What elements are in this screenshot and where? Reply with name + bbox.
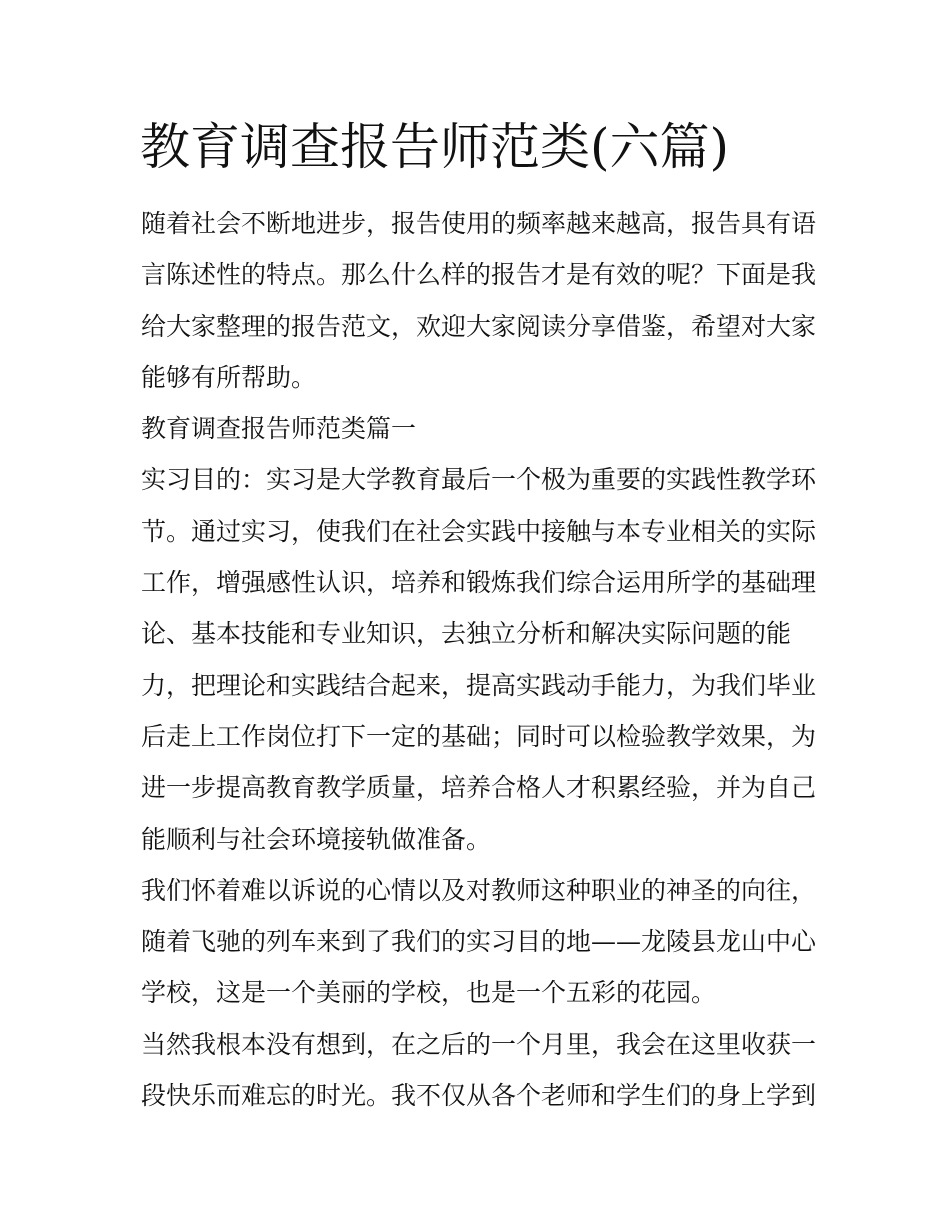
text-line: 工作，增强感性认识，培养和锻炼我们综合运用所学的基础理 (141, 568, 817, 598)
text-line: 学校，这是一个美丽的学校，也是一个五彩的花园。 (141, 978, 717, 1008)
text-line: 言陈述性的特点。那么什么样的报告才是有效的呢？下面是我 (141, 260, 817, 290)
text-line: 段快乐而难忘的时光。我不仅从各个老师和学生们的身上学到 (141, 1081, 817, 1111)
section-heading: 教育调查报告师范类篇一 (141, 414, 417, 444)
text-line: 随着飞驰的列车来到了我们的实习目的地——龙陵县龙山中心 (141, 927, 817, 957)
text-line: 当然我根本没有想到，在之后的一个月里，我会在这里收获一 (141, 1029, 817, 1059)
text-line: 后走上工作岗位打下一定的基础；同时可以检验教学效果，为 (141, 721, 817, 751)
document-body (141, 198, 816, 1121)
text-line: 能够有所帮助。 (141, 362, 317, 392)
text-line: 力，把理论和实践结合起来，提高实践动手能力，为我们毕业 (141, 670, 817, 700)
text-line: 随着社会不断地进步，报告使用的频率越来越高，报告具有语 (141, 209, 817, 238)
document-title: 教育调查报告师范类(六篇) (140, 118, 730, 176)
text-line: 进一步提高教育教学质量，培养合格人才积累经验，并为自己 (141, 773, 817, 803)
text-line: 论、基本技能和专业知识，去独立分析和解决实际问题的能 (141, 619, 792, 649)
text-line: 实习目的：实习是大学教育最后一个极为重要的实践性教学环 (141, 465, 817, 495)
text-line: 节。通过实习，使我们在社会实践中接触与本专业相关的实际 (141, 516, 817, 546)
text-line: 能顺利与社会环境接轨做准备。 (141, 824, 492, 854)
text-line: 我们怀着难以诉说的心情以及对教师这种职业的神圣的向往， (141, 875, 817, 905)
text-line: 给大家整理的报告范文，欢迎大家阅读分享借鉴，希望对大家 (141, 311, 817, 341)
